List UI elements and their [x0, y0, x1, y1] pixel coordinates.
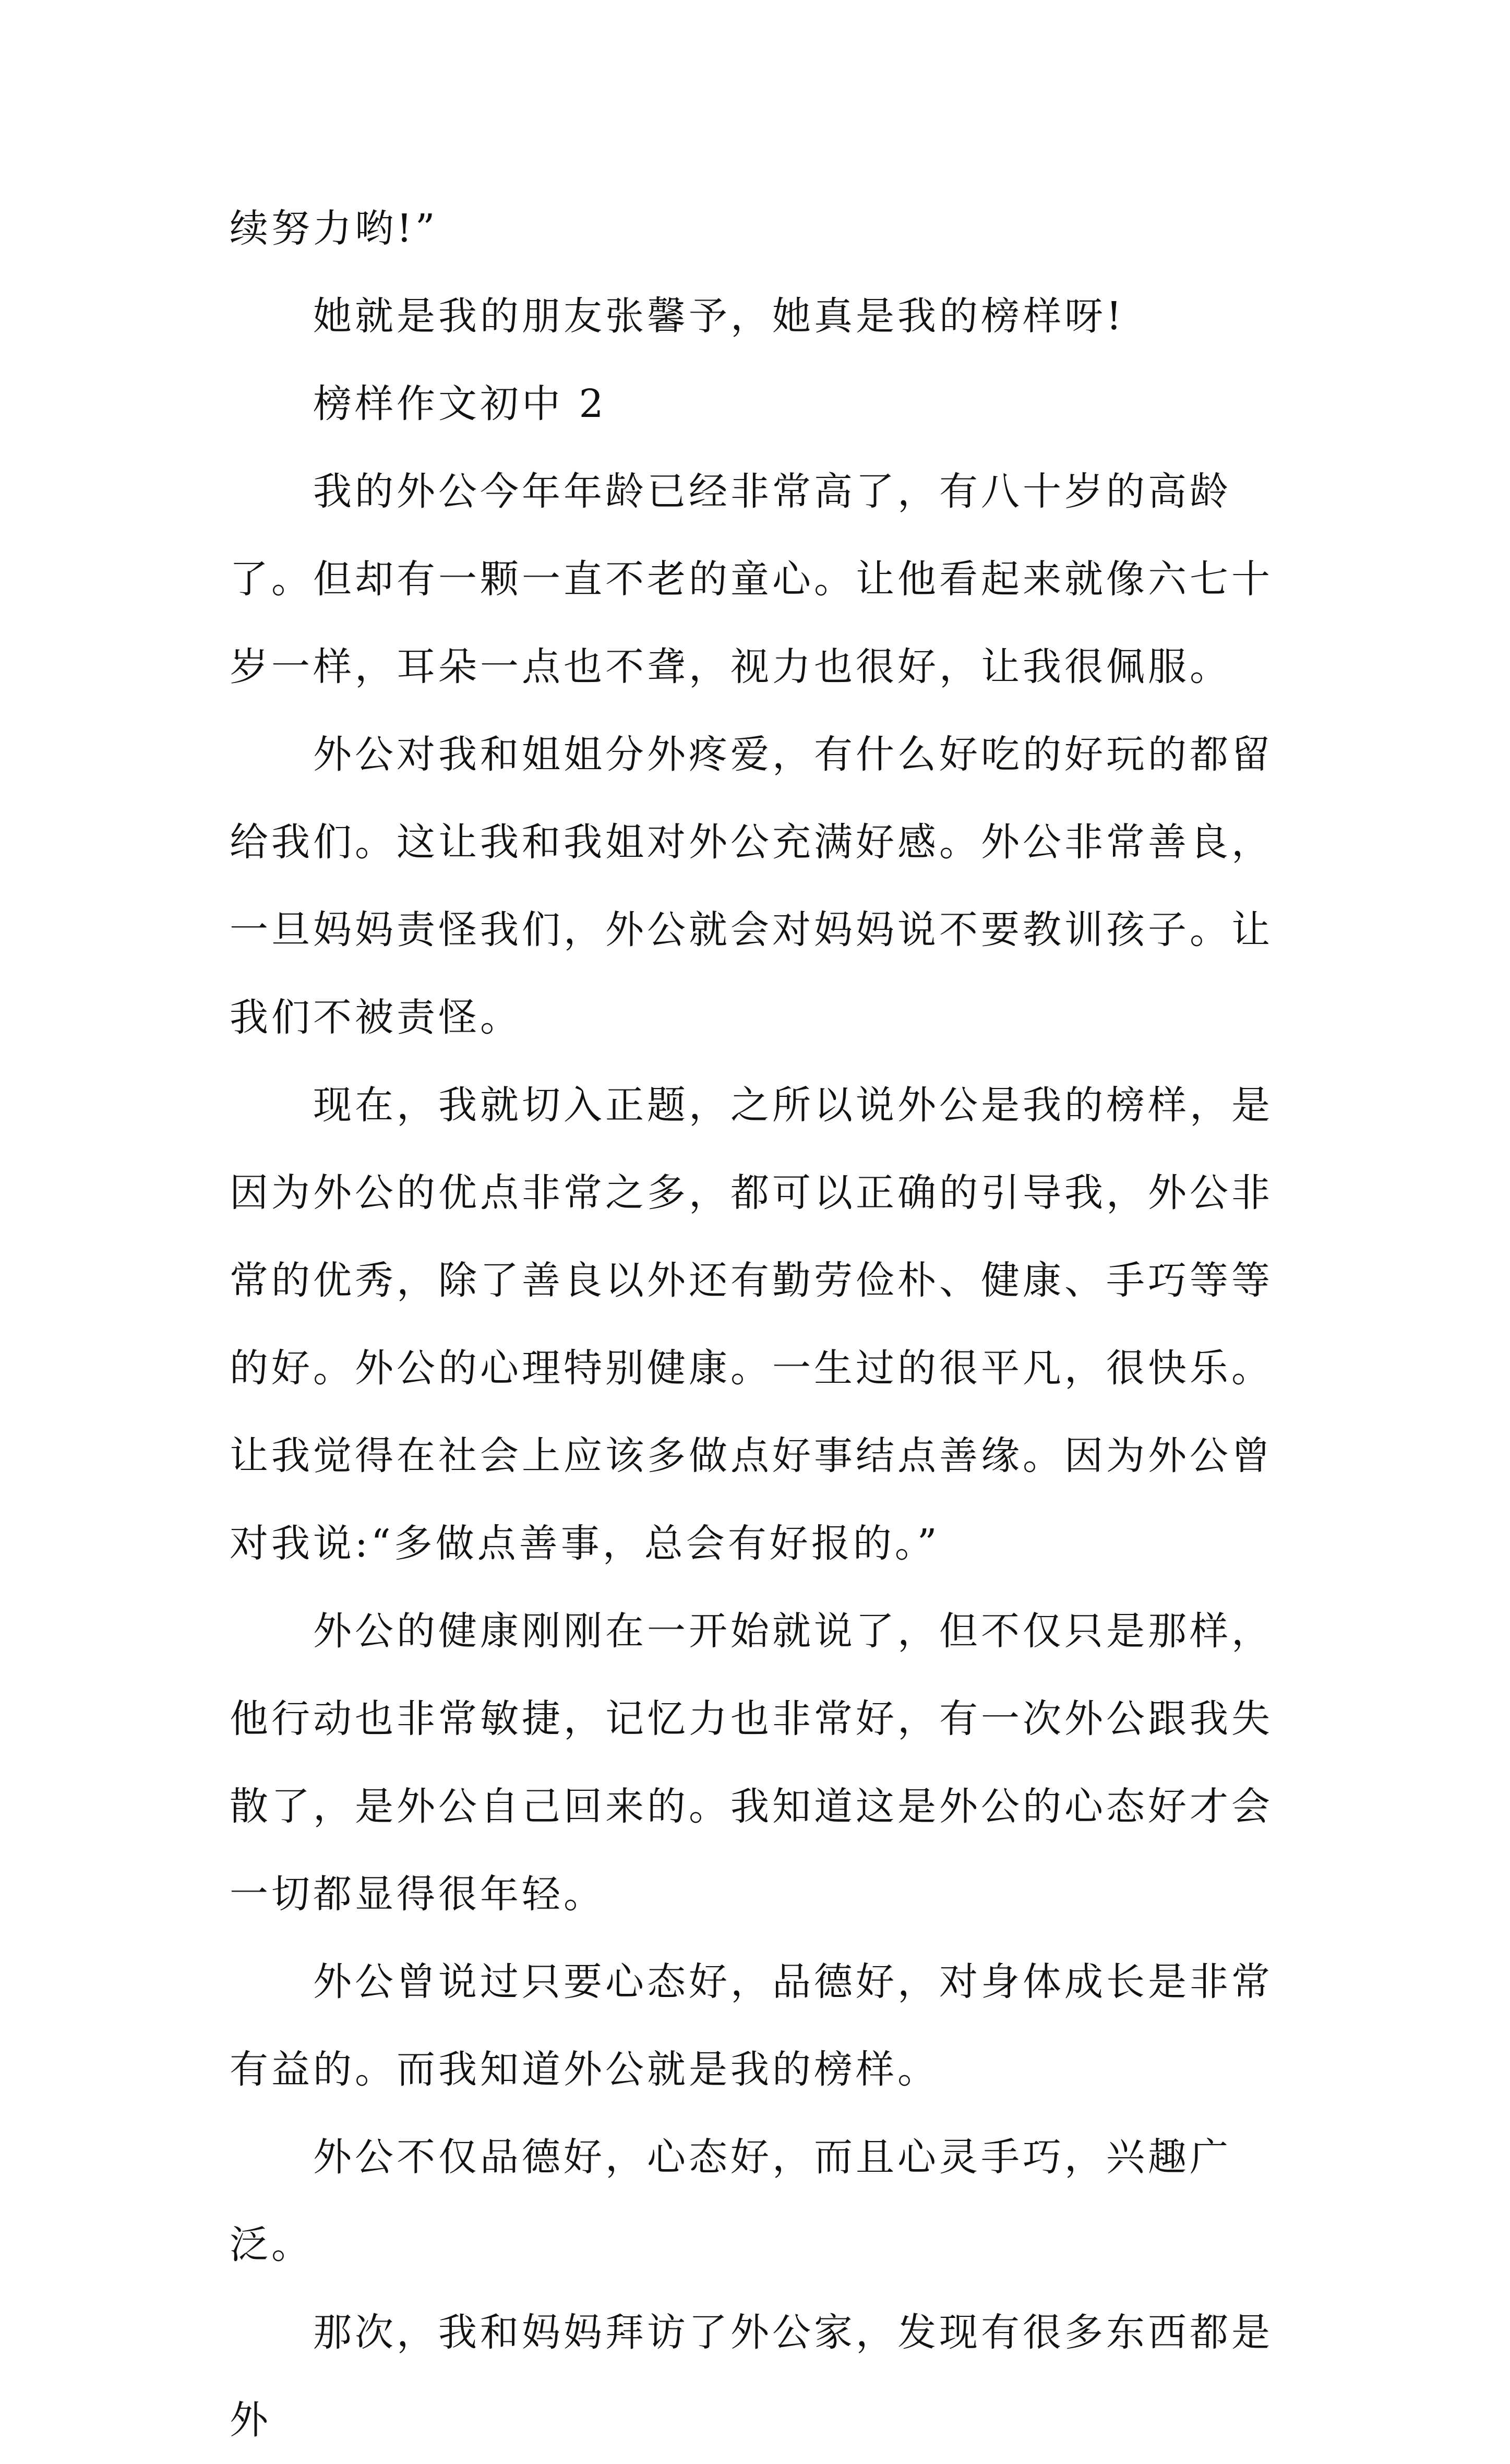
paragraph-attitude: 外公曾说过只要心态好，品德好，对身体成长是非常有益的。而我知道外公就是我的榜样。 — [230, 1959, 1273, 2092]
paragraph-grandfather-love: 外公对我和姐姐分外疼爱，有什么好吃的好玩的都留给我们。这让我和我姐对外公充满好感。外公非常善良，一旦妈妈责怪我们，外公就会对妈妈说不要教训孩子。让我们不被责怪。 — [230, 732, 1273, 1040]
paragraph-role-model: 现在，我就切入正题，之所以说外公是我的榜样，是因为外公的优点非常之多，都可以正确的引导我，外公非常的优秀，除了善良以外还有勤劳俭朴、健康、手巧等等的好。外公的心理特别健康。一生过的很平凡，很快乐。让我觉得在社会上应该多做点好事结点善缘。因为外公曾对我说:“多做点善事，总会有好报的。” — [230, 1083, 1273, 1566]
paragraph-grandfather-age: 我的外公今年年龄已经非常高了，有八十岁的高龄了。但却有一颗一直不老的童心。让他看起来就像六七十岁一样，耳朵一点也不聋，视力也很好，让我很佩服。 — [230, 469, 1273, 689]
essay-heading: 榜样作文初中 2 — [313, 381, 607, 426]
paragraph-health: 外公的健康刚刚在一开始就说了，但不仅只是那样，他行动也非常敏捷，记忆力也非常好，有一次外公跟我失散了，是外公自己回来的。我知道这是外公的心态好才会一切都显得很年轻。 — [230, 1609, 1273, 1917]
paragraph-visit: 那次，我和妈妈拜访了外公家，发现有很多东西都是外 — [230, 2310, 1273, 2443]
document-body — [230, 185, 1304, 2464]
paragraph-continuation: 续努力哟!” — [230, 206, 438, 251]
paragraph-friend: 她就是我的朋友张馨予，她真是我的榜样呀! — [313, 294, 1125, 339]
paragraph-skills: 外公不仅品德好，心态好，而且心灵手巧，兴趣广泛。 — [230, 2135, 1231, 2267]
